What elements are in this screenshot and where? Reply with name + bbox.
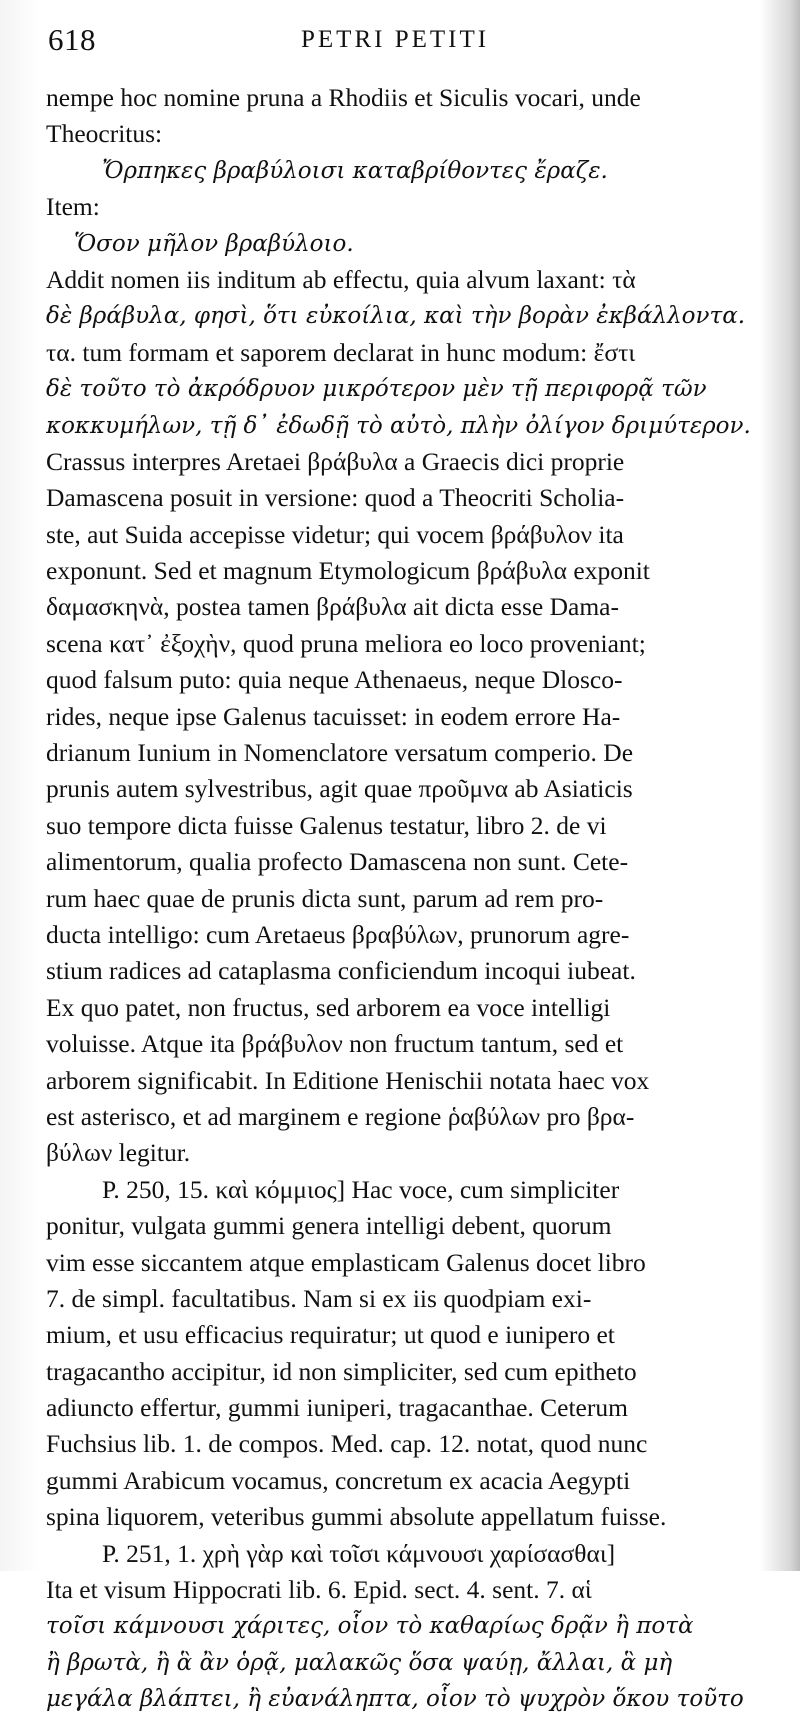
page-number: 618 [48, 22, 96, 57]
text-line: suo tempore dicta fuisse Galenus testatur, libro 2. de vi [46, 810, 607, 840]
text-line: est asterisco, et ad marginem e regione ῥαβύλων pro βρα- [46, 1101, 635, 1131]
text-line: Crassus interpres Aretaei βράβυλα a Graecis dici proprie [46, 446, 625, 476]
text-line: Ita et visum Hippocrati lib. 6. Epid. sect. 4. sent. 7. αἱ [46, 1575, 592, 1605]
text-line: Theocritus: [46, 119, 163, 149]
text-line: vim esse siccantem atque emplasticam Galenus docet libro [46, 1247, 646, 1277]
text-line: spina liquorem, veteribus gummi absolute appellatum fuisse. [46, 1502, 667, 1532]
text-line: 7. de simpl. facultatibus. Nam si ex iis quodpiam exi- [46, 1283, 592, 1313]
page-header [48, 22, 748, 62]
text-line: scena κατ᾽ ἐξοχὴν, quod pruna meliora eo loco proveniant; [46, 628, 646, 658]
text-line: voluisse. Atque ita βράβυλον non fructum tantum, sed et [46, 1029, 624, 1059]
text-line: ste, aut Suida accepisse videtur; qui vocem βράβυλον ita [46, 519, 624, 549]
text-line: μεγάλα βλάπτει, ἢ εὐανάληπτα, οἷον τὸ ψυχρὸν ὅκου τοῦτο [46, 1686, 744, 1713]
text-line: alimentorum, qualia profecto Damascena non sunt. Cete- [46, 847, 629, 877]
text-line: Damascena posuit in versione: quod a Theocriti Scholia- [46, 483, 625, 513]
text-line: Ὄρπηκες βραβύλοισι καταβρίθοντες ἔραζε. [102, 157, 608, 184]
text-line: arborem significabit. In Editione Henischii notata haec vox [46, 1065, 650, 1095]
text-line: mium, et usu efficacius requiratur; ut quod e iunipero et [46, 1320, 615, 1350]
text-line: rum haec quae de prunis dicta sunt, parum ad rem pro- [46, 883, 604, 913]
text-line: Ex quo patet, non fructus, sed arborem ea voce intelligi [46, 992, 611, 1022]
text-line: adiuncto effertur, gummi iuniperi, tragacanthae. Ceterum [46, 1393, 628, 1423]
text-line: τοῖσι κάμνουσι χάριτες, οἷον τὸ καθαρίως δρᾷν ἢ ποτὰ [46, 1613, 694, 1640]
text-line: stium radices ad cataplasma conficiendum incoqui iubeat. [46, 956, 636, 986]
text-line: ἢ βρωτὰ, ἢ ἃ ἂν ὁρᾷ, μαλακῶς ὅσα ψαύῃ, ἄλλαι, ἃ μὴ [46, 1649, 673, 1676]
text-line: exponunt. Sed et magnum Etymologicum βράβυλα exponit [46, 556, 650, 586]
text-line: quod falsum puto: quia neque Athenaeus, neque Dlosco- [46, 665, 623, 695]
text-line: δὲ τοῦτο τὸ ἀκρόδρυον μικρότερον μὲν τῇ περιφορᾷ τῶν [46, 376, 707, 403]
text-line: Addit nomen iis inditum ab effectu, quia alvum laxant: τὰ [46, 264, 636, 294]
text-line: βύλων legitur. [46, 1138, 191, 1168]
text-line: δαμασκηνὰ, postea tamen βράβυλα ait dicta esse Dama- [46, 592, 619, 622]
text-line: δὲ βράβυλα, φησὶ, ὅτι εὐκοίλια, καὶ τὴν βορὰν ἐκβάλλοντα. [46, 303, 746, 330]
text-line: ponitur, vulgata gummi genera intelligi debent, quorum [46, 1211, 612, 1241]
text-line: Fuchsius lib. 1. de compos. Med. cap. 12. notat, quod nunc [46, 1429, 648, 1459]
text-line: rides, neque ipse Galenus tacuisset: in eodem errore Ha- [46, 701, 621, 731]
text-line: tragacantho accipitur, id non simpliciter, sed cum epitheto [46, 1356, 637, 1386]
text-line: gummi Arabicum vocamus, concretum ex acacia Aegypti [46, 1465, 631, 1495]
text-line: Item: [46, 192, 100, 222]
text-line: Ὅσον μῆλον βραβύλοιο. [74, 230, 354, 257]
running-head: PETRI PETITI [301, 26, 490, 53]
text-line: P. 251, 1. χρὴ γὰρ καὶ τοῖσι κάμνουσι χαρίσασθαι] [102, 1538, 616, 1568]
text-line: nempe hoc nomine pruna a Rhodiis et Siculis vocari, unde [46, 83, 641, 112]
text-line: prunis autem sylvestribus, agit quae προῦμνα ab Asiaticis [46, 774, 633, 804]
text-line: τα. tum formam et saporem declarat in hunc modum: ἔστι [46, 337, 636, 367]
text-line: κοκκυμήλων, τῇ δ᾽ ἐδωδῇ τὸ αὐτὸ, πλὴν ὀλίγον δριμύτερον. [46, 412, 751, 439]
text-line: drianum Iunium in Nomenclatore versatum comperio. De [46, 738, 634, 768]
text-line: P. 250, 15. καὶ κόμμιος] Hac voce, cum simpliciter [102, 1174, 620, 1204]
body-text [46, 80, 758, 1718]
text-line: ducta intelligo: cum Aretaeus βραβύλων, prunorum agre- [46, 919, 630, 949]
